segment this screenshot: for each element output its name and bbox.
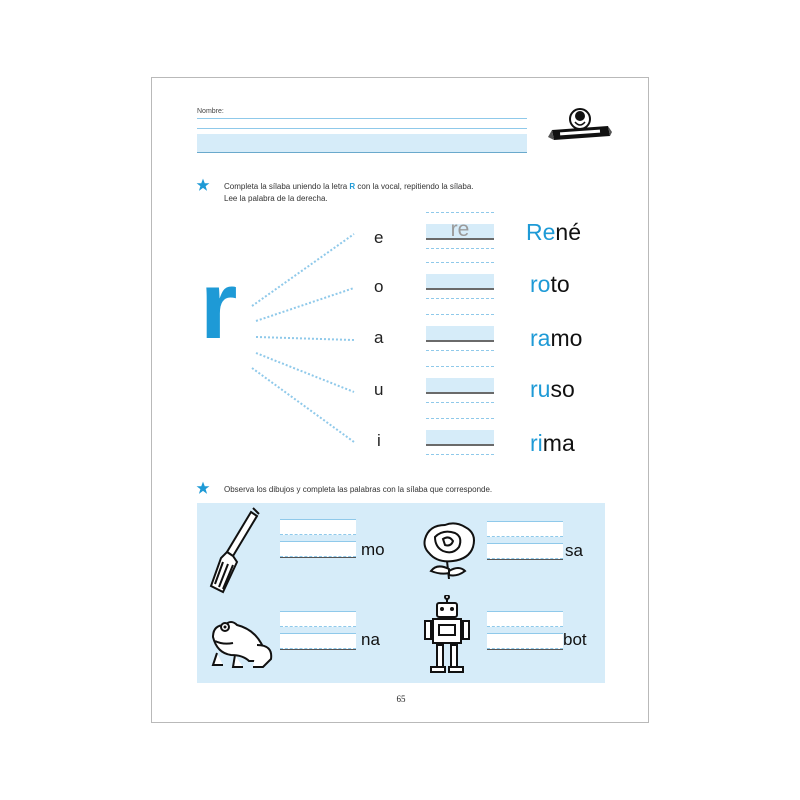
syllable-write-slot[interactable] xyxy=(426,310,494,356)
reading-word xyxy=(526,219,581,246)
word-write-slot[interactable] xyxy=(487,611,563,665)
reading-word xyxy=(530,325,582,352)
word-write-slot[interactable] xyxy=(487,521,563,575)
vowel-label: i xyxy=(377,431,381,450)
word-syllable: ra xyxy=(530,325,551,351)
word-suffix: sa xyxy=(565,541,583,560)
word-syllable: ru xyxy=(530,376,551,402)
vowel-label: e xyxy=(374,228,384,247)
vowel-label: o xyxy=(374,277,384,296)
frog-icon xyxy=(209,615,275,671)
word-suffix: bot xyxy=(563,630,587,649)
connector-lines xyxy=(152,78,650,498)
big-letter-r: r xyxy=(200,252,238,359)
instruction-text-start: Completa la sílaba uniendo la letra xyxy=(224,182,350,191)
word-rest: ma xyxy=(542,430,575,456)
reading-word xyxy=(530,376,575,403)
word-syllable: Re xyxy=(526,219,556,245)
word-syllable: ro xyxy=(530,271,551,297)
syllable-write-slot[interactable] xyxy=(426,414,494,460)
word-suffix: mo xyxy=(361,540,385,559)
robot-icon xyxy=(423,595,471,675)
vowel-label: u xyxy=(374,380,384,399)
word-rest: mo xyxy=(550,325,583,351)
name-label: Nombre: xyxy=(197,108,224,115)
instruction-highlight-letter: R xyxy=(349,182,356,191)
instruction-line-2: Lee la palabra de la derecha. xyxy=(224,194,328,203)
instruction-text-end: con la vocal, repitiendo la sílaba. xyxy=(355,182,474,191)
word-write-slot[interactable] xyxy=(280,519,356,573)
word-rest: to xyxy=(550,271,570,297)
syllable-write-slot[interactable] xyxy=(426,362,494,408)
word-rest: so xyxy=(550,376,575,402)
syllable-write-slot[interactable] xyxy=(426,258,494,304)
word-write-slot[interactable] xyxy=(280,611,356,665)
exercise2-instruction: Observa los dibujos y completa las palabras con la sílaba que corresponde. xyxy=(224,485,493,494)
word-suffix: na xyxy=(361,630,380,649)
trace-syllable: re xyxy=(450,218,470,241)
workbook-page xyxy=(151,77,649,723)
syllable-write-slot[interactable] xyxy=(426,208,494,254)
star-bullet-icon xyxy=(196,481,210,495)
word-rest: né xyxy=(555,219,581,245)
page-number: 65 xyxy=(396,694,406,704)
word-syllable: ri xyxy=(530,430,543,456)
picture-exercise-box xyxy=(197,503,605,683)
reading-word xyxy=(530,430,575,457)
rose-icon xyxy=(419,517,481,579)
reading-word xyxy=(530,271,570,298)
vowel-label: a xyxy=(374,328,384,347)
oar-icon xyxy=(207,506,267,594)
